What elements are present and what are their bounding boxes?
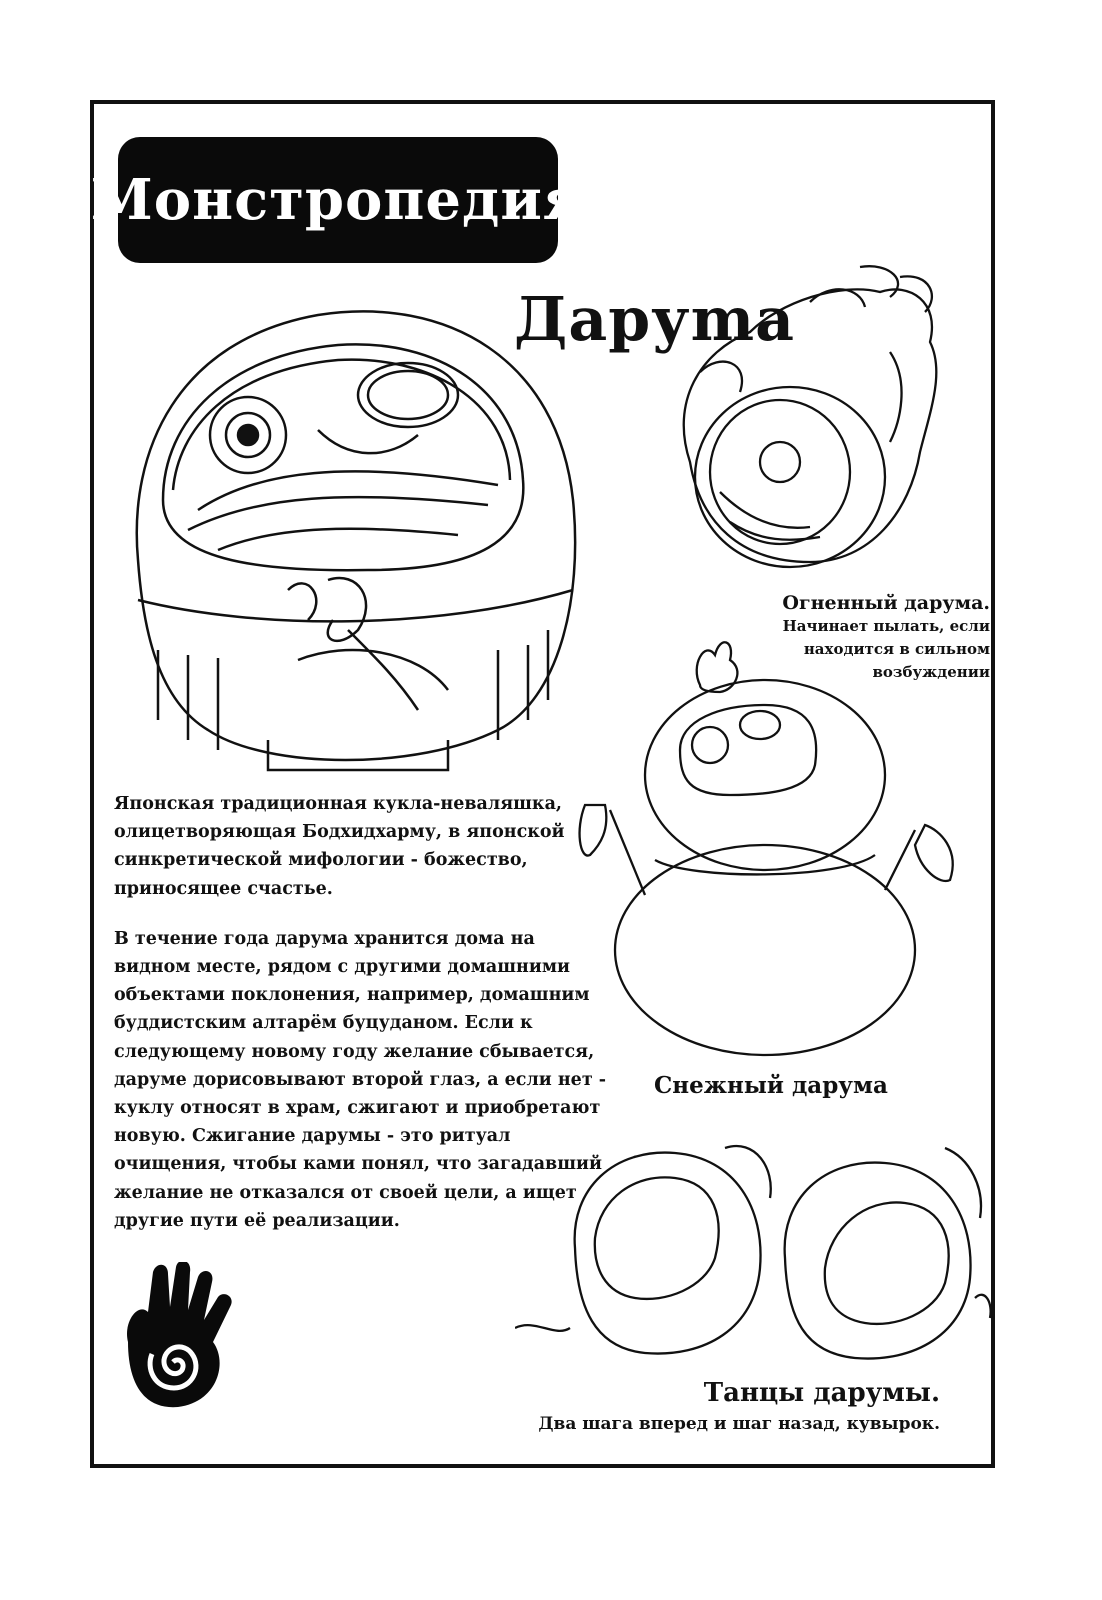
snow-daruma-caption: Снежный дарума xyxy=(654,1072,888,1099)
hand-spiral-icon xyxy=(118,1262,243,1412)
title-banner xyxy=(90,137,586,263)
page-title: Монстропедия xyxy=(90,167,586,233)
dance-daruma-caption xyxy=(520,1376,940,1438)
fire-daruma-desc: Начинает пылать, если находится в сильном возбуждении xyxy=(782,617,990,681)
fire-daruma-title: Огненный дарума. xyxy=(782,592,990,614)
creature-name: Даруma xyxy=(514,285,795,355)
dance-daruma-desc: Два шага вперед и шаг назад, кувырок. xyxy=(538,1414,940,1434)
main-daruma-illustration xyxy=(118,300,588,780)
dance-daruma-title: Танцы дарумы. xyxy=(703,1378,940,1408)
description-paragraph-1: Японская традиционная кукла-неваляшка, олицетворяющая Бодхидхарму, в японской синкретической мифологии - божество, приносящее счастье. xyxy=(114,794,565,899)
snow-daruma-illustration xyxy=(570,630,960,1060)
description-paragraph-2: В течение года дарума хранится дома на видном месте, рядом с другими домашними объектами поклонения, например, домашним буддистским алтарём буцуданом. Если к следующему новому году желание сбывается, даруме дорисовывают второй глаз, а если нет - куклу относят в храм, сжигают и приобретают новую. Сжигание дарумы - это ритуал очищения, чтобы ками понял, что загадавший желание не отказался от своей цели, а ищет другие пути её реализации. xyxy=(114,928,607,1231)
fire-daruma-illustration xyxy=(660,262,950,592)
fire-daruma-caption xyxy=(690,592,990,684)
description-text xyxy=(114,790,614,1257)
